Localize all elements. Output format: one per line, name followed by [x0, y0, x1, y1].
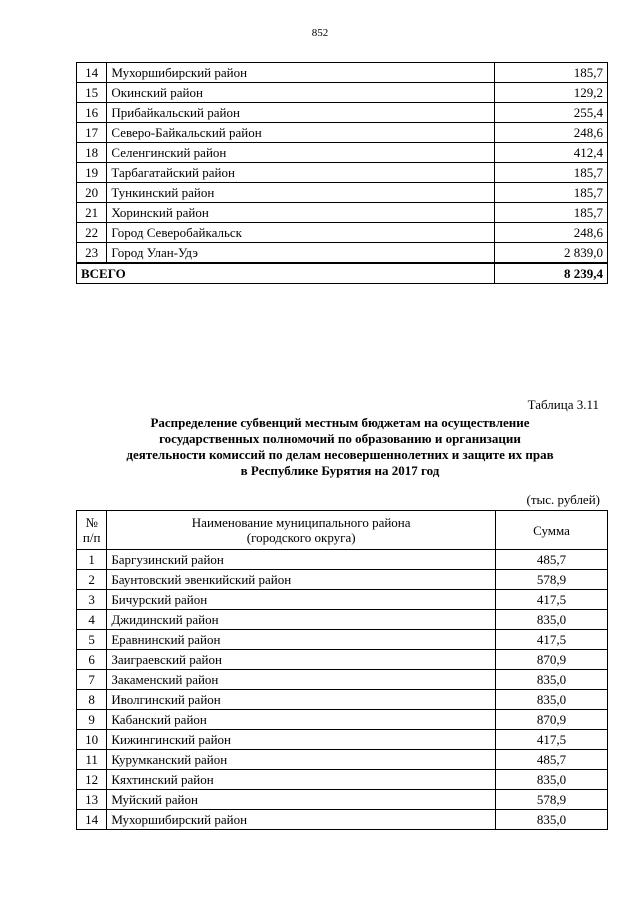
- row-name: Северо-Байкальский район: [107, 123, 495, 143]
- row-name: Заиграевский район: [107, 650, 496, 670]
- row-name: Муйский район: [107, 790, 496, 810]
- table-row: [77, 163, 608, 183]
- row-number: 11: [77, 750, 107, 770]
- row-number: 1: [77, 550, 107, 570]
- row-number: 15: [77, 83, 107, 103]
- row-value: 870,9: [496, 710, 608, 730]
- table-row: [77, 550, 608, 570]
- row-value: 2 839,0: [495, 243, 608, 264]
- table-row: [77, 730, 608, 750]
- table-row: [77, 670, 608, 690]
- row-name: Тарбагатайский район: [107, 163, 495, 183]
- table-row: [77, 183, 608, 203]
- row-value: 248,6: [495, 123, 608, 143]
- row-value: 129,2: [495, 83, 608, 103]
- row-number: 14: [77, 810, 107, 830]
- row-value: 835,0: [496, 610, 608, 630]
- row-name: Прибайкальский район: [107, 103, 495, 123]
- subventions-table: [76, 510, 608, 830]
- units-label: (тыс. рублей): [526, 492, 600, 507]
- table-row: [77, 143, 608, 163]
- row-number: 9: [77, 710, 107, 730]
- row-value: 248,6: [495, 223, 608, 243]
- table-title-line: деятельности комиссий по делам несовершеннолетних и защите их прав: [126, 447, 554, 462]
- row-value: 835,0: [496, 770, 608, 790]
- table-row: [77, 63, 608, 83]
- row-number: 7: [77, 670, 107, 690]
- row-number: 10: [77, 730, 107, 750]
- row-value: 185,7: [495, 203, 608, 223]
- row-name: Бичурский район: [107, 590, 496, 610]
- row-name: Мухоршибирский район: [107, 810, 496, 830]
- row-name: Закаменский район: [107, 670, 496, 690]
- table-row: [77, 630, 608, 650]
- row-value: 578,9: [496, 570, 608, 590]
- row-number: 2: [77, 570, 107, 590]
- row-number: 23: [77, 243, 107, 264]
- row-name: Селенгинский район: [107, 143, 495, 163]
- row-name: Баргузинский район: [107, 550, 496, 570]
- row-number: 13: [77, 790, 107, 810]
- row-name: Кабанский район: [107, 710, 496, 730]
- table-row: [77, 810, 608, 830]
- table-row: [77, 203, 608, 223]
- row-number: 17: [77, 123, 107, 143]
- row-number: 4: [77, 610, 107, 630]
- row-name: Курумканский район: [107, 750, 496, 770]
- row-value: 185,7: [495, 163, 608, 183]
- total-label: ВСЕГО: [77, 263, 495, 284]
- row-value: 835,0: [496, 810, 608, 830]
- row-name: Город Улан-Удэ: [107, 243, 495, 264]
- row-name: Город Северобайкальск: [107, 223, 495, 243]
- header-name-line2: (городского округа): [246, 530, 356, 545]
- table-row: [77, 770, 608, 790]
- row-value: 835,0: [496, 670, 608, 690]
- row-value: 485,7: [496, 550, 608, 570]
- row-value: 412,4: [495, 143, 608, 163]
- table-title-line: государственных полномочий по образованию и организации: [159, 431, 521, 446]
- row-number: 19: [77, 163, 107, 183]
- table-row: [77, 243, 608, 264]
- header-num-line1: №: [85, 515, 98, 530]
- total-value: 8 239,4: [495, 263, 608, 284]
- table-title-line: Распределение субвенций местным бюджетам на осуществление: [150, 415, 530, 430]
- header-num: [77, 511, 107, 550]
- row-value: 578,9: [496, 790, 608, 810]
- table-row: [77, 750, 608, 770]
- page-number: 852: [311, 27, 329, 39]
- header-num-line2: п/п: [82, 530, 101, 545]
- continuation-table-body: [77, 63, 608, 284]
- row-number: 20: [77, 183, 107, 203]
- table-row: [77, 650, 608, 670]
- row-name: Иволгинский район: [107, 690, 496, 710]
- row-value: 185,7: [495, 183, 608, 203]
- row-number: 6: [77, 650, 107, 670]
- row-number: 22: [77, 223, 107, 243]
- row-number: 21: [77, 203, 107, 223]
- header-name: [107, 511, 496, 550]
- table-row: [77, 690, 608, 710]
- row-number: 18: [77, 143, 107, 163]
- header-name-line1: Наименование муниципального района: [191, 515, 411, 530]
- row-name: Баунтовский эвенкийский район: [107, 570, 496, 590]
- row-value: 417,5: [496, 630, 608, 650]
- row-name: Окинский район: [107, 83, 495, 103]
- row-value: 835,0: [496, 690, 608, 710]
- row-value: 185,7: [495, 63, 608, 83]
- row-name: Еравнинский район: [107, 630, 496, 650]
- subventions-table-body: [77, 550, 608, 830]
- table-row: [77, 710, 608, 730]
- table-header-row: [77, 511, 608, 550]
- row-name: Хоринский район: [107, 203, 495, 223]
- row-name: Мухоршибирский район: [107, 63, 495, 83]
- row-name: Тункинский район: [107, 183, 495, 203]
- row-value: 485,7: [496, 750, 608, 770]
- row-number: 14: [77, 63, 107, 83]
- row-value: 417,5: [496, 730, 608, 750]
- table-row: [77, 123, 608, 143]
- row-number: 5: [77, 630, 107, 650]
- table-title-line: в Республике Бурятия на 2017 год: [240, 463, 440, 478]
- table-title: [80, 415, 600, 479]
- row-name: Джидинский район: [107, 610, 496, 630]
- table-row: [77, 103, 608, 123]
- header-sum: Сумма: [496, 511, 608, 550]
- row-number: 3: [77, 590, 107, 610]
- table-row: [77, 590, 608, 610]
- row-number: 8: [77, 690, 107, 710]
- continuation-table: [76, 62, 608, 284]
- table-label: Таблица 3.11: [527, 397, 599, 412]
- table-row: [77, 570, 608, 590]
- row-number: 12: [77, 770, 107, 790]
- total-row: [77, 263, 608, 284]
- row-name: Кижингинский район: [107, 730, 496, 750]
- table-row: [77, 790, 608, 810]
- table-row: [77, 223, 608, 243]
- row-name: Кяхтинский район: [107, 770, 496, 790]
- table-row: [77, 610, 608, 630]
- table-row: [77, 83, 608, 103]
- row-value: 255,4: [495, 103, 608, 123]
- row-value: 417,5: [496, 590, 608, 610]
- row-number: 16: [77, 103, 107, 123]
- row-value: 870,9: [496, 650, 608, 670]
